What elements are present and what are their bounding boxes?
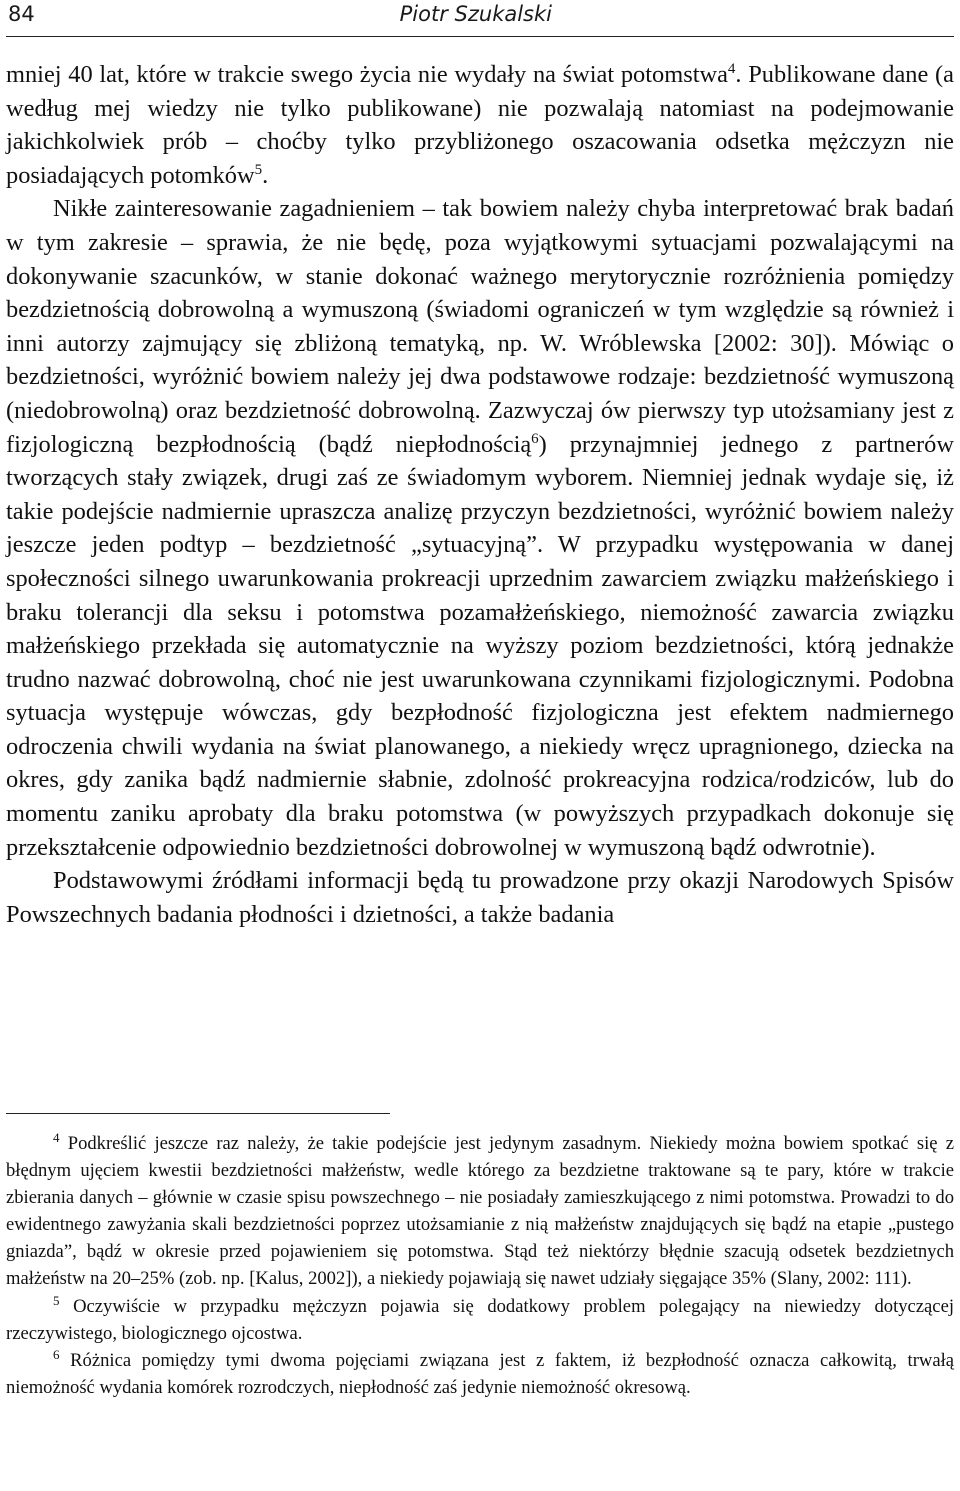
footnote-text: Podkreślić jeszcze raz należy, że takie podejście jest jedynym zasadnym. Niekiedy można bowiem spotkać się z błędnym ujęciem kwestii bezdzietności małżeństw, wedle którego za bezdzietne traktowane są te pary, które w trakcie zbierania danych – głównie w czasie spisu powszechnego – nie posiadały zamieszkującego z nimi potomstwa. Prowadzi to do ewidentnego zawyżania skali bezdzietności poprzez utożsamianie z nią małżeństw znajdujących się bądź na etapie „pustego gniazda”, bądź w okresie przed pojawieniem się potomstwa. Stąd też niektórzy błędnie szacują odsetek bezdzietnych małżeństw na 20–25% (zob. np. [Kalus, 2002]), a niekiedy pojawiają się nawet udziały sięgające 35% (Slany, 2002: 111).: [6, 1133, 954, 1290]
running-head-container: [6, 2, 954, 26]
footnote-text: Oczywiście w przypadku mężczyzn pojawia się dodatkowy problem polegający na niewiedzy dotyczącej rzeczywistego, biologicznego ojcostwa.: [6, 1295, 954, 1344]
footnotes: [6, 1130, 954, 1401]
footnote: [6, 1347, 954, 1401]
paragraph-text: Podstawowymi źródłami informacji będą tu prowadzone przy okazji Narodowych Spisów Powszechnych badania płodności i dzietności, a także badania: [6, 867, 954, 928]
paragraph-text: Nikłe zainteresowanie zagadnieniem – tak bowiem należy chyba interpretować brak badań w tym zakresie – sprawia, że nie będę, poza wyjątkowymi sytuacjami pozwalającymi na dokonywanie szacunków, w stanie dokonać ważnego merytorycznie rozróżnienia pomiędzy bezdzietnością dobrowolną a wymuszoną (świadomi ograniczeń w tym względzie są również i inni autorzy zajmujący się zbliżoną tematyką, np. W. Wróblewska [2002: 30]). Mówiąc o bezdzietności, wyróżnić bowiem należy jej dwa podstawowe rodzaje: bezdzietność wymuszoną (niedobrowolną) oraz bezdzietność dobrowolną. Zazwyczaj ów pierwszy typ utożsamiany jest z fizjologiczną bezpłodnością (bądź niepłodnością: [6, 195, 954, 458]
body-text: [6, 58, 954, 931]
running-head-author: Piotr Szukalski: [399, 2, 552, 26]
paragraph-text: .: [262, 161, 269, 189]
footnote-marker: 5: [53, 1292, 60, 1308]
footnote: [6, 1130, 954, 1293]
paragraph: [6, 864, 954, 931]
footnote-text: Różnica pomiędzy tymi dwoma pojęciami związana jest z faktem, iż bezpłodność oznacza całkowitą, trwałą niemożność wydania komórek rozrodczych, niepłodność zaś jedynie niemożność okresową.: [6, 1349, 954, 1398]
footnote-ref: 6: [531, 430, 539, 447]
paragraph-text: mniej 40 lat, które w trakcie swego życia nie wydały na świat potomstwa: [6, 61, 728, 88]
footnote-separator: [6, 1113, 390, 1114]
footnote-marker: 6: [53, 1346, 60, 1362]
footnote: [6, 1293, 954, 1347]
footnote-ref: 5: [254, 161, 263, 178]
footnote-ref: 4: [727, 60, 736, 77]
paragraph-text: ) przynajmniej jednego z partnerów tworzących stały związek, drugi zaś ze świadomym wyborem. Niemniej jednak wydaje się, iż takie podejście nadmiernie upraszcza analizę przyczyn bezdzietności, wyróżnić bowiem należy jeszcze jeden podtyp – bezdzietność „sytuacyjną”. W przypadku występowania w danej społeczności silnego uwarunkowania prokreacji uprzednim zawarciem związku małżeńskiego i braku tolerancji dla seksu i potomstwa pozamałżeńskiego, niemożność zawarcia związku małżeńskiego przekłada się automatycznie na wyższy poziom bezdzietności, którą jednakże trudno nazwać dobrowolną, choć nie jest uwarunkowana czynnikami fizjologicznymi. Podobna sytuacja występuje wówczas, gdy bezpłodność fizjologiczna jest efektem nadmiernego odroczenia chwili wydania na świat planowanego, a niekiedy wręcz upragnionego, dziecka na okres, gdy zanika bądź nadmiernie słabnie, zdolność prokreacyjna rodzica/rodziców, lub do momentu zaniku aprobaty dla braku potomstwa (w powyższych przypadkach dokonuje się przekształcenie odpowiednio bezdzietności dobrowolnej w wymuszoną bądź odwrotnie).: [6, 430, 954, 861]
paragraph-continued: [6, 58, 954, 192]
page-header: [6, 0, 954, 37]
page-number: 84: [8, 2, 35, 26]
paragraph: [6, 192, 954, 864]
paragraph-text: . Publikowane dane (a według mej wiedzy nie tylko publikowane) nie pozwalają natomiast na podejmowanie jakichkolwiek prób – choćby tylko przybliżonego oszacowania odsetka mężczyzn nie posiadających potomków: [6, 61, 954, 189]
footnote-marker: 4: [53, 1129, 60, 1145]
